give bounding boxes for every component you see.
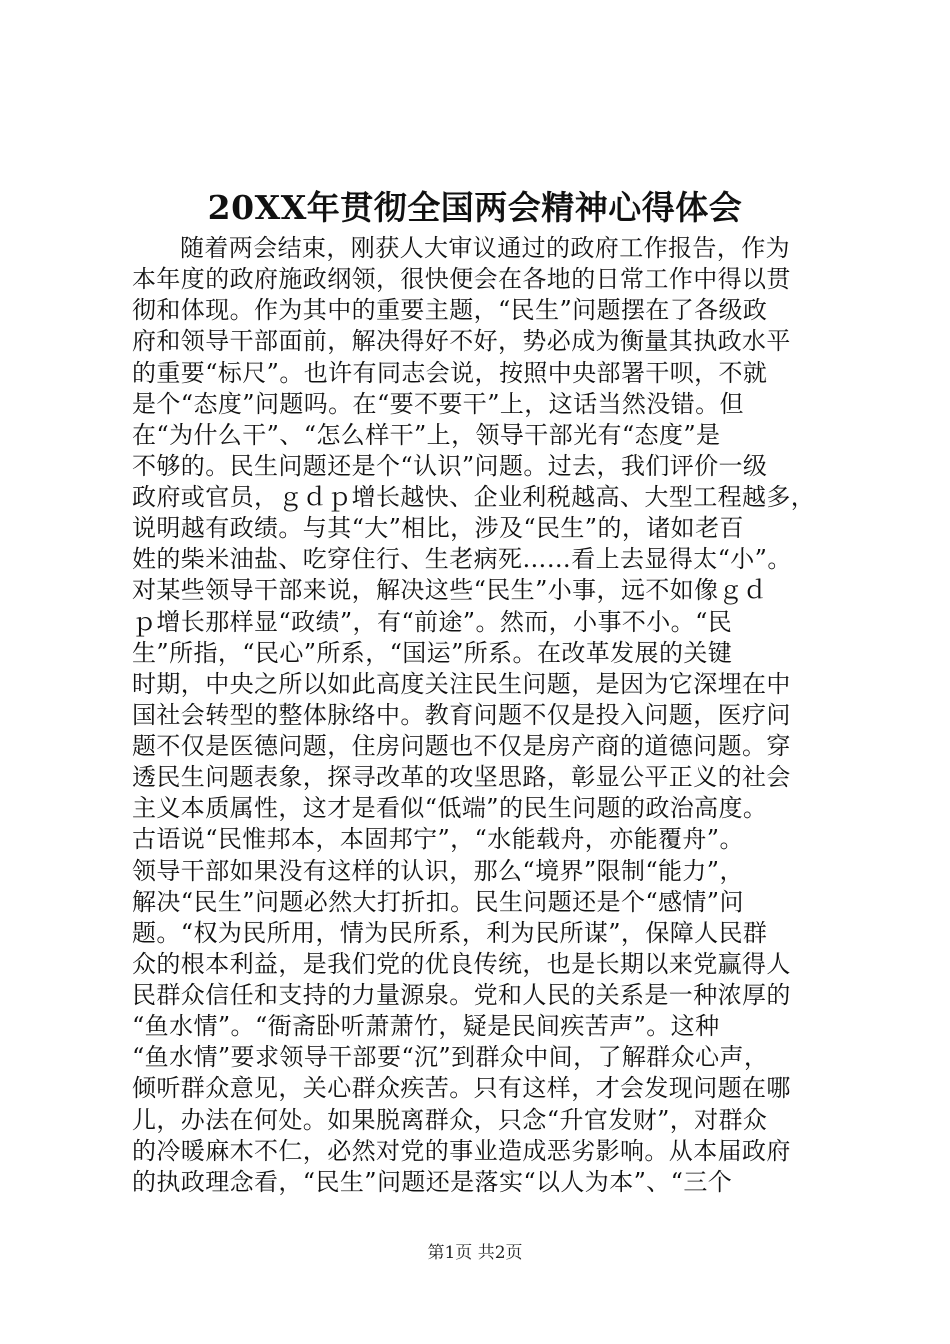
text-line: 本年度的政府施政纲领，很快便会在各地的日常工作中得以贯 <box>132 265 791 294</box>
text-line: 时期，中央之所以如此高度关注民生问题，是因为它深埋在中 <box>132 669 791 698</box>
text-line: 不够的。民生问题还是个“认识”问题。过去，我们评价一级 <box>132 451 768 480</box>
text-line: ｐ增长那样显“政绩”，有“前途”。然而，小事不小。“民 <box>132 607 733 636</box>
text-line: “鱼水情”。“衙斋卧听萧萧竹，疑是民间疾苦声”。这种 <box>132 1012 720 1041</box>
page-number-footer: 第1页 共2页 <box>427 1243 523 1263</box>
text-line: 题不仅是医德问题，住房问题也不仅是房产商的道德问题。穿 <box>132 732 791 760</box>
text-line: 说明越有政绩。与其“大”相比，涉及“民生”的，诸如老百 <box>132 514 744 543</box>
text-line: 民群众信任和支持的力量源泉。党和人民的关系是一种浓厚的 <box>132 981 791 1009</box>
text-line: 是个“态度”问题吗。在“要不要干”上，这话当然没错。但 <box>132 389 744 418</box>
text-line: 政府或官员，ｇｄｐ增长越快、企业利税越高、大型工程越多， <box>132 483 816 511</box>
text-line: 彻和体现。作为其中的重要主题，“民生”问题摆在了各级政 <box>132 296 768 325</box>
text-line: 姓的柴米油盐、吃穿住行、生老病死……看上去显得太“小”。 <box>132 545 792 574</box>
body-paragraph <box>132 233 836 1198</box>
text-line: 府和领导干部面前，解决得好不好，势必成为衡量其执政水平 <box>132 327 791 356</box>
text-line: 生”所指，“民心”所系，“国运”所系。在改革发展的关键 <box>132 638 733 667</box>
text-line: 众的根本利益，是我们党的优良传统，也是长期以来党赢得人 <box>132 949 791 978</box>
document-title: 20XX年贯彻全国两会精神心得体会 <box>207 188 743 227</box>
text-line: 透民生问题表象，探寻改革的攻坚思路，彰显公平正义的社会 <box>132 763 791 792</box>
text-line: 的执政理念看，“民生”问题还是落实“以人为本”、“三个 <box>132 1167 733 1196</box>
text-line: 古语说“民惟邦本，本固邦宁”，“水能载舟，亦能覆舟”。 <box>132 825 744 854</box>
text-line: 倾听群众意见，关心群众疾苦。只有这样，才会发现问题在哪 <box>132 1074 791 1103</box>
text-line: 儿，办法在何处。如果脱离群众，只念“升官发财”，对群众 <box>132 1105 768 1134</box>
text-line: 国社会转型的整体脉络中。教育问题不仅是投入问题，医疗问 <box>132 700 791 729</box>
text-line: 随着两会结束，刚获人大审议通过的政府工作报告，作为 <box>180 234 790 262</box>
text-line: 主义本质属性，这才是看似“低端”的民生问题的政治高度。 <box>132 794 768 823</box>
text-line: “鱼水情”要求领导干部要“沉”到群众中间，了解群众心声， <box>132 1043 769 1072</box>
text-line: 在“为什么干”、“怎么样干”上，领导干部光有“态度”是 <box>132 420 721 449</box>
text-line: 的重要“标尺”。也许有同志会说，按照中央部署干呗，不就 <box>132 358 768 387</box>
text-line: 对某些领导干部来说，解决这些“民生”小事，远不如像ｇｄ <box>132 576 768 605</box>
text-line: 题。“权为民所用，情为民所系，利为民所谋”，保障人民群 <box>132 918 768 947</box>
text-line: 解决“民生”问题必然大打折扣。民生问题还是个“感情”问 <box>132 887 744 916</box>
text-line: 的冷暖麻木不仁，必然对党的事业造成恶劣影响。从本届政府 <box>132 1136 791 1165</box>
text-line: 领导干部如果没有这样的认识，那么“境界”限制“能力”， <box>132 856 744 885</box>
